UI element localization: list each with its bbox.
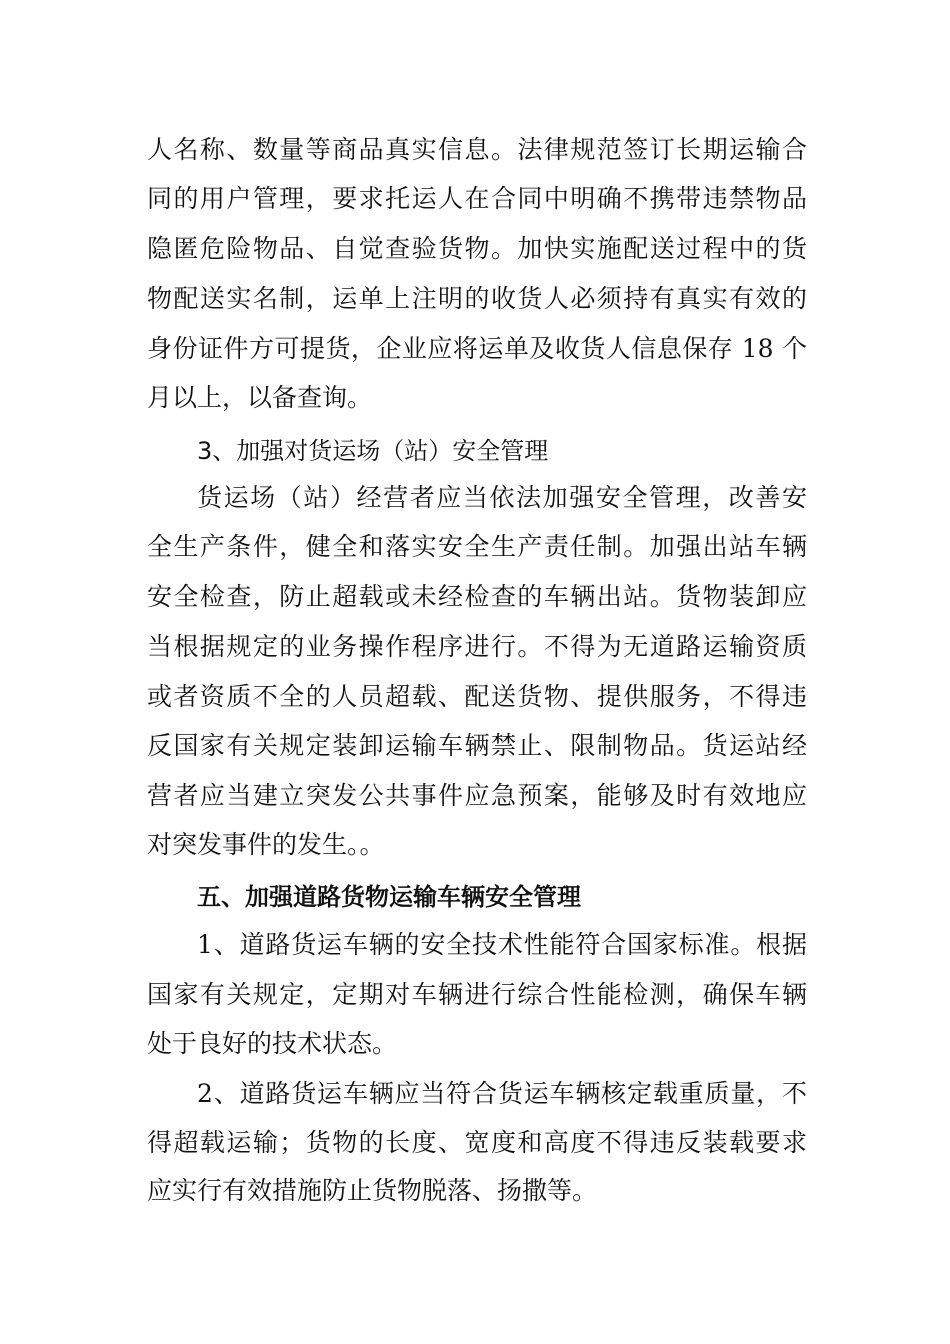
paragraph-line: 同的用户管理，要求托运人在合同中明确不携带违禁物品 (147, 184, 807, 213)
paragraph-line: 2、道路货运车辆应当符合货运车辆核定载重质量，不 (197, 1079, 807, 1108)
paragraph-line: 物配送实名制，运单上注明的收货人必须持有真实有效的 (147, 284, 807, 313)
paragraph-line: 全生产条件，健全和落实安全生产责任制。加强出站车辆 (147, 532, 807, 561)
section-5-heading: 五、加强道路货物运输车辆安全管理 (197, 883, 581, 911)
paragraph-line: 隐匿危险物品、自觉查验货物。加快实施配送过程中的货 (147, 234, 807, 263)
paragraph-line: 1、道路货运车辆的安全技术性能符合国家标准。根据 (197, 930, 807, 959)
paragraph-line: 反国家有关规定装卸运输车辆禁止、限制物品。货运站经 (147, 731, 807, 760)
paragraph-line: 营者应当建立突发公共事件应急预案，能够及时有效地应 (147, 781, 807, 810)
paragraph-line: 或者资质不全的人员超载、配送货物、提供服务，不得违 (147, 682, 807, 711)
paragraph-line: 安全检查，防止超载或未经检查的车辆出站。货物装卸应 (147, 582, 807, 611)
paragraph-line: 对突发事件的发生。。 (147, 830, 385, 859)
paragraph-line: 国家有关规定，定期对车辆进行综合性能检测，确保车辆 (147, 980, 807, 1009)
paragraph-line: 人名称、数量等商品真实信息。法律规范签订长期运输合 (147, 135, 807, 164)
paragraph-line: 得超载运输；货物的长度、宽度和高度不得违反装载要求 (147, 1128, 807, 1157)
paragraph-line: 月以上，以备查询。 (147, 383, 373, 412)
paragraph-line: 应实行有效措施防止货物脱落、扬撒等。 (147, 1176, 598, 1205)
paragraph-line: 身份证件方可提货，企业应将运单及收货人信息保存 18 个 (147, 334, 807, 363)
paragraph-line: 货运场（站）经营者应当依法加强安全管理，改善安 (197, 483, 807, 512)
section-3-heading: 3、加强对货运场（站）安全管理 (197, 437, 549, 465)
paragraph-line: 当根据规定的业务操作程序进行。不得为无道路运输资质 (147, 632, 807, 661)
paragraph-line: 处于良好的技术状态。 (147, 1029, 398, 1058)
